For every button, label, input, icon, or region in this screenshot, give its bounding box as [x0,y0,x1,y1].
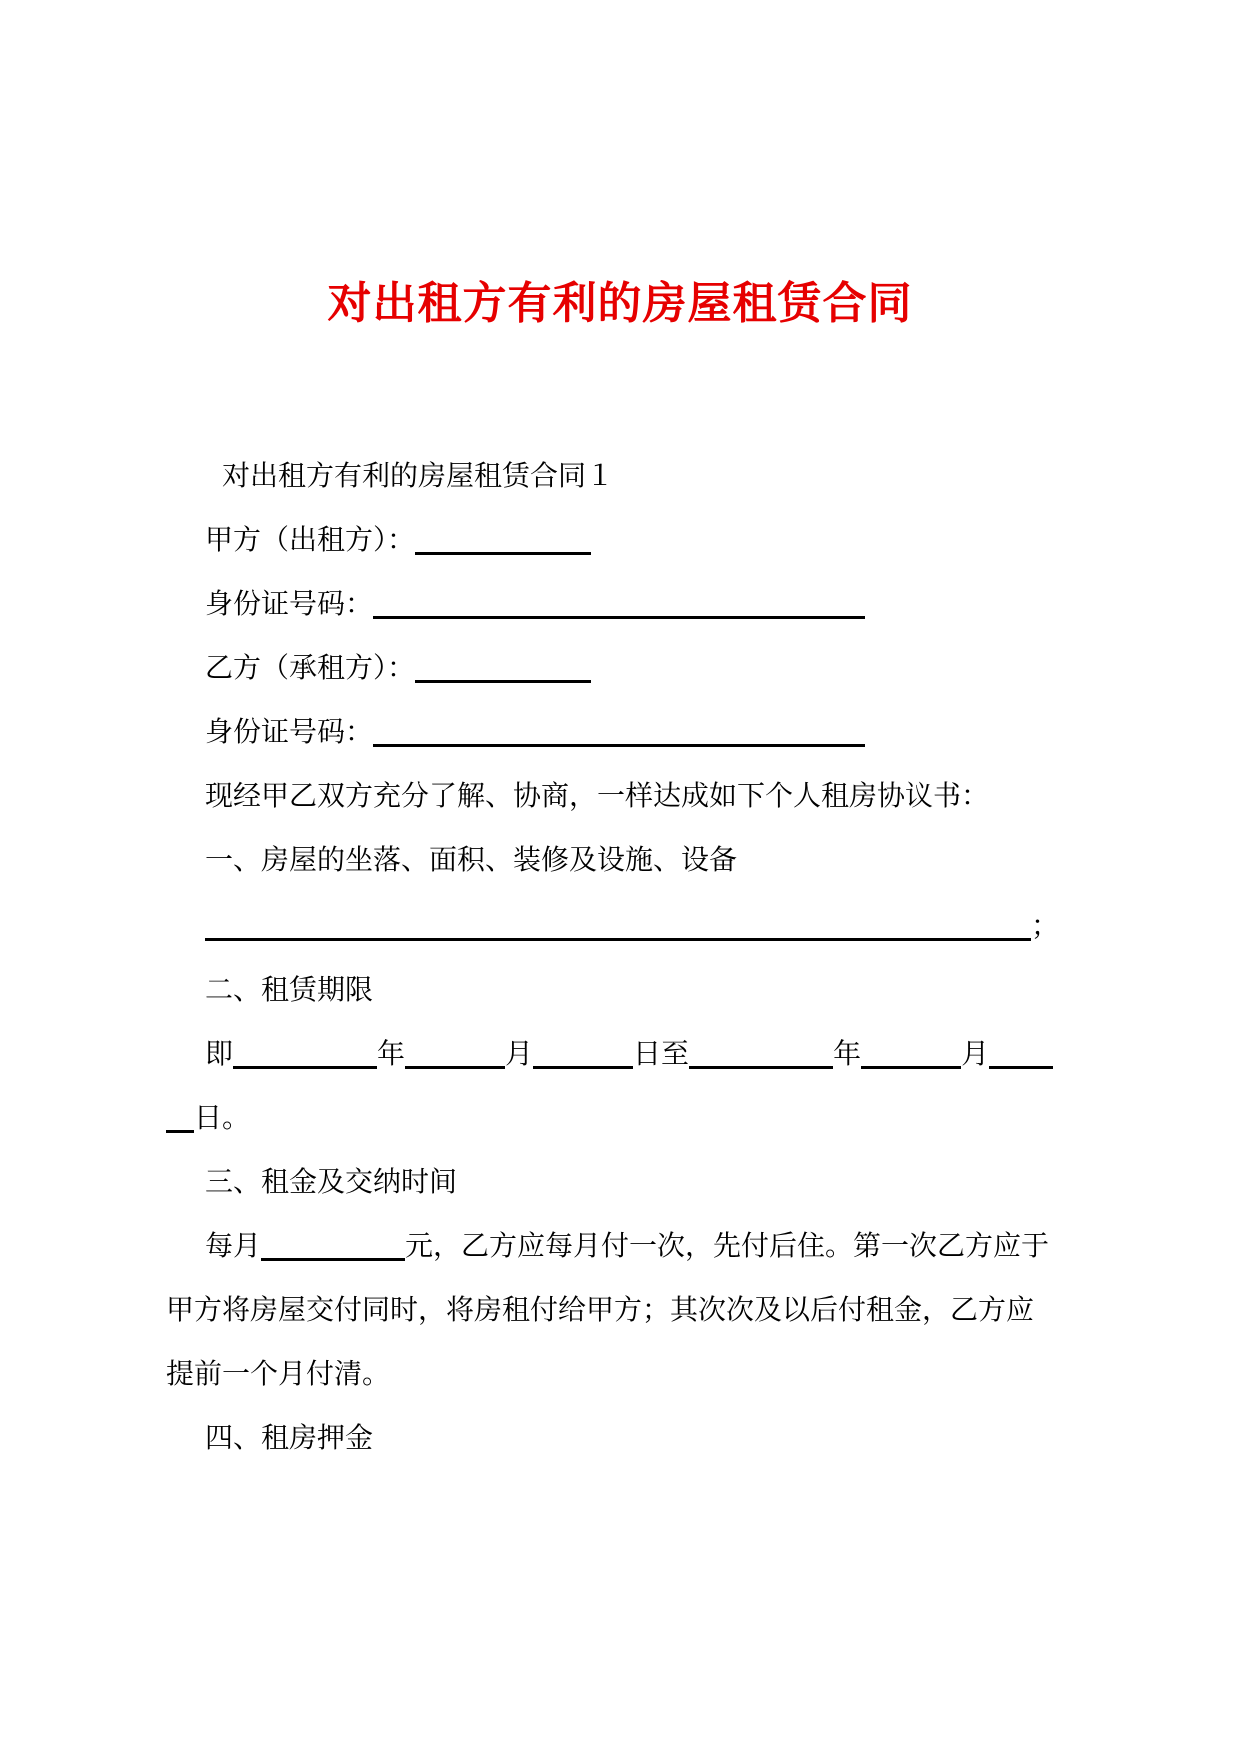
id-b-blank [373,714,865,747]
id-a-label: 身份证号码： [205,587,374,620]
party-b-label: 乙方（承租方）： [205,651,416,684]
section4-heading: 四、租房押金 [205,1421,374,1454]
rent-line1-rest: 元，乙方应每月付一次，先付后住。第一次乙方应于 [405,1229,1050,1262]
term-prefix: 即 [205,1037,234,1070]
rent-amount-blank [261,1228,405,1261]
party-a-line [205,520,591,560]
term-year2: 年 [833,1037,862,1070]
section1-heading: 一、房屋的坐落、面积、装修及设施、设备 [205,843,738,876]
id-a-blank [373,586,865,619]
start-year-blank [233,1036,377,1069]
id-b-label: 身份证号码： [205,715,374,748]
rent-line-1 [205,1226,1049,1266]
rent-line-2: 甲方将房屋交付同时，将房租付给甲方；其次次及以后付租金，乙方应 [166,1293,1035,1326]
term-day-end: 日。 [194,1101,251,1134]
location-blank [205,908,1031,941]
start-day-blank [533,1036,633,1069]
party-a-label: 甲方（出租方）： [205,523,416,556]
term-month1: 月 [505,1037,534,1070]
party-a-blank [415,522,591,555]
term-month2: 月 [961,1037,990,1070]
term-year1: 年 [377,1037,406,1070]
term-line [205,1034,1053,1074]
section2-heading: 二、租赁期限 [205,973,374,1006]
contract-subtitle: 对出租方有利的房屋租赁合同１ [222,459,615,492]
term-day-to: 日至 [633,1037,690,1070]
id-a-line [205,584,865,624]
term-line-continued [166,1098,250,1138]
section1-blank-line [205,906,1059,946]
id-b-line [205,712,865,752]
party-b-line [205,648,591,688]
end-year-blank [689,1036,833,1069]
intro-paragraph: 现经甲乙双方充分了解、协商，一样达成如下个人租房协议书： [205,779,990,812]
rent-line-3: 提前一个月付清。 [166,1357,391,1390]
start-month-blank [405,1036,505,1069]
party-b-blank [415,650,591,683]
end-day-blank-part2 [166,1100,194,1133]
section3-heading: 三、租金及交纳时间 [205,1165,458,1198]
rent-prefix: 每月 [205,1229,262,1262]
section1-end: ； [1031,909,1060,942]
document-title: 对出租方有利的房屋租赁合同 [327,278,913,329]
end-month-blank [861,1036,961,1069]
end-day-blank-part1 [989,1036,1053,1069]
